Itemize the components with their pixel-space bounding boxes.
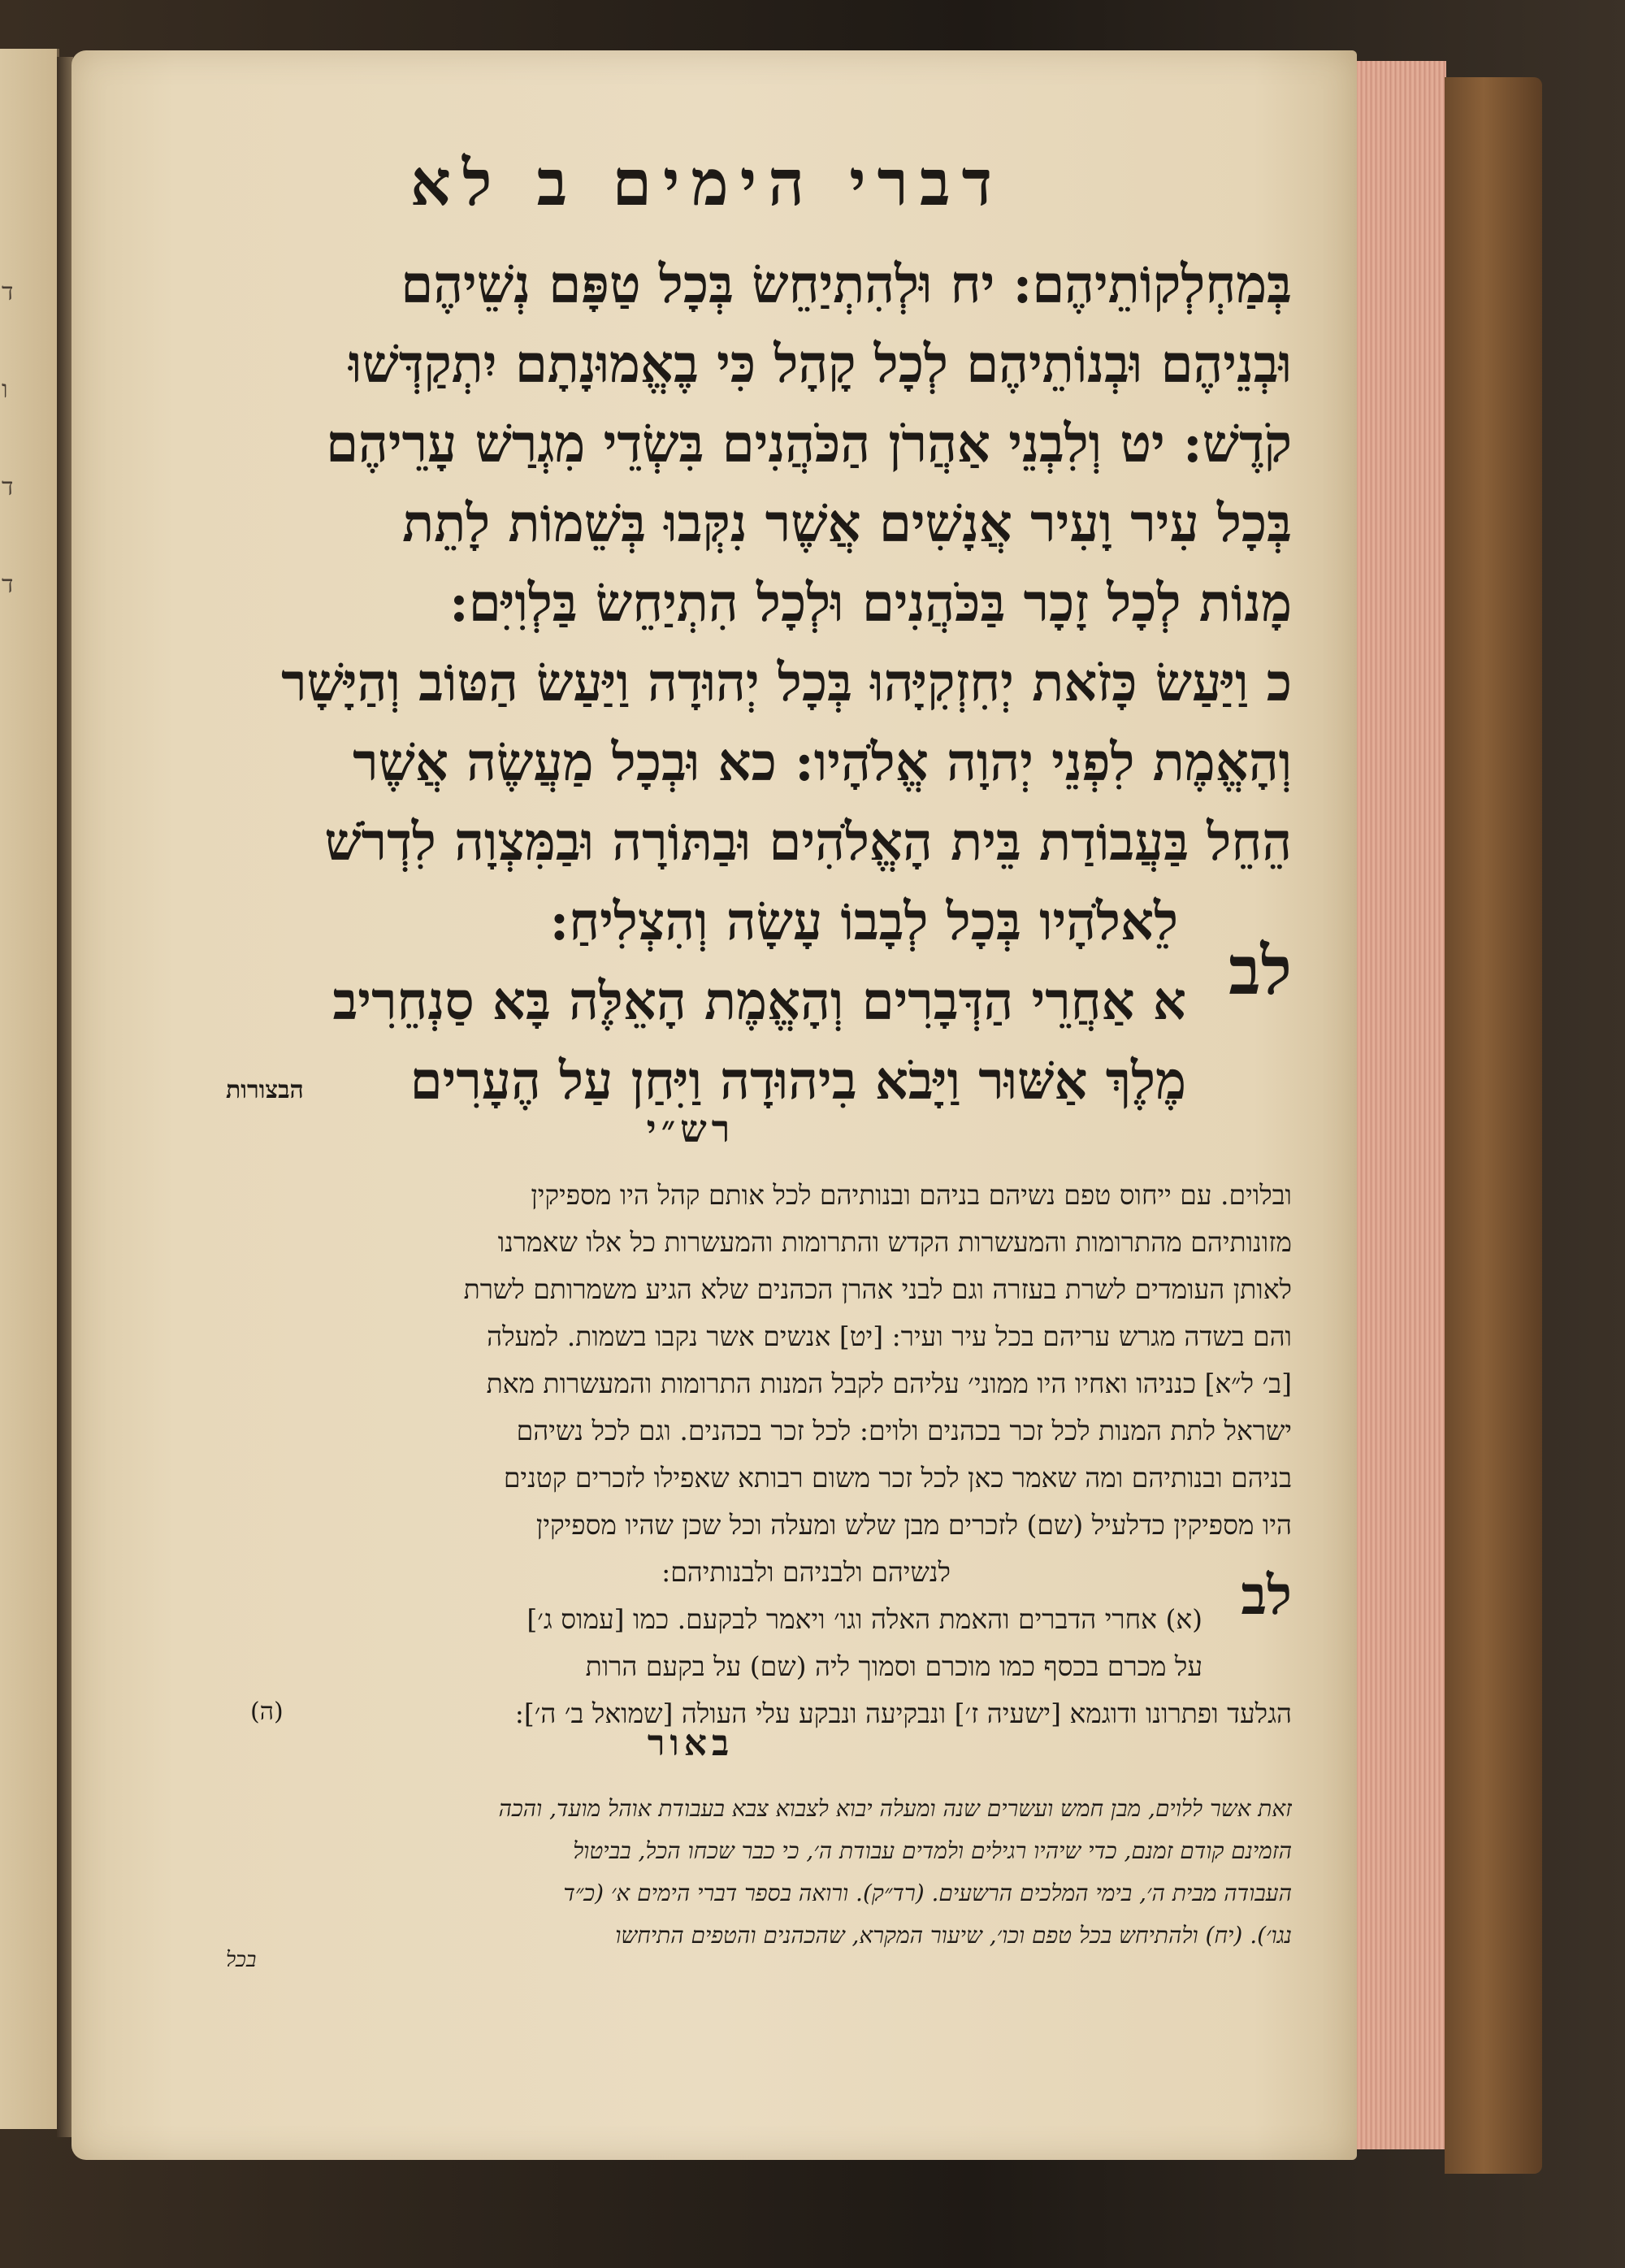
commentary-line: לנשיהם ולבניהם ולבנותיהם: [661, 1556, 951, 1588]
running-head: דברי הימים ב לא [410, 146, 1004, 220]
page-text-area [72, 50, 1357, 2160]
book-gutter [57, 57, 73, 2137]
commentary-line: לאותן העומדים לשרת בעזרה וגם לבני אהרן הכהנים שלא הגיע משמרותם לשרת [463, 1273, 1292, 1305]
book-cover-edge [1445, 77, 1542, 2174]
commentary-line: והם בשדה מגרש עריהם בכל עיר ועיר: [יט] אנשים אשר נקבו בשמות. למעלה [487, 1320, 1292, 1352]
commentary-line: [ב׳ ל״א] כנניהו ואחיו היו ממוני׳ עליהם לקבל המנות התרומות והמעשרות מאת [486, 1368, 1292, 1399]
page-fore-edge [1355, 61, 1446, 2149]
main-text-line: בְּכָל עִיר וָעִיר אֲנָשִׁים אֲשֶׁר נִקְּבוּ בְּשֵׁמוֹת לָתֵת [402, 493, 1292, 554]
commentary-line: בניהם ובנותיהם ומה שאמר כאן לכל זכר משום רבותא שאפילו לזכרים קטנים [503, 1462, 1292, 1494]
commentary-line: היו מספיקין כדלעיל (שם) לזכרים מבן שלש ומעלה וכל שכן שהיו מספיקין [535, 1509, 1292, 1541]
biblical-text [171, 245, 1292, 1121]
main-text-line: א אַחֲרֵי הַדְּבָרִים וְהָאֱמֶת הָאֵלֶּה בָּא סַנְחֵרִיב [332, 971, 1186, 1032]
chapter-number: לב [1228, 932, 1292, 1010]
main-text-line: בְּמַחְלְקוֹתֵיהֶם: יח וּלְהִתְיַחֵשׂ בְּכָל טַפָּם נְשֵׁיהֶם [401, 254, 1292, 315]
biur-line: נגו׳). (יח) ולהתיחש בכל טפם וכו׳, שיעור המקרא, שהכהנים והטפים התיחשו [615, 1922, 1292, 1949]
main-text-line: כ וַיַּעַשׂ כָּזֹאת יְחִזְקִיָּהוּ בְּכָל יְהוּדָה וַיַּעַשׂ הַטּוֹב וְהַיָּשָׁר [281, 653, 1292, 713]
commentary-line: מזונותיהם מהתרומות והמעשרות הקדש והתרומות והמעשרות כל אלו שאמרנו [497, 1226, 1292, 1258]
biur-catchword: בכל [226, 1948, 257, 1972]
commentary-heading: רש״י [646, 1107, 735, 1151]
commentary-line: ישראל לתת המנות לכל זכר בכהנים ולוים: לכל זכר בכהנים. וגם לכל נשיהם [516, 1415, 1292, 1446]
biur-line: הזמינם קודם זמנם, כדי שיהיו רגילים ולמדים עבודת ה׳, כי כבר שכחו הכל, בביטול [573, 1837, 1292, 1864]
main-text-line: וּבְנֵיהֶם וּבְנוֹתֵיהֶם לְכָל קָהָל כִּי בֶאֱמוּנָתָם יִתְקַדְּשׁוּ [349, 334, 1292, 395]
main-text-line: מָנוֹת לְכָל זָכָר בַּכֹּהֲנִים וּלְכָל הִתְיַחֵשׂ בַּלְוִיִּם: [449, 573, 1292, 634]
main-text-line: וְהָאֱמֶת לִפְנֵי יְהוָה אֱלֹהָיו: כא וּבְכָל מַעֲשֶׂה אֲשֶׁר [353, 732, 1292, 793]
signature-mark: (ה) [250, 1698, 284, 1726]
main-text-line: מֶלֶךְ אַשּׁוּר וַיָּבֹא בִיהוּדָה וַיִּחַן עַל הֶעָרִים [410, 1051, 1186, 1112]
main-text-line: לֵאלֹהָיו בְּכָל לְבָבוֹ עָשָׂה וְהִצְלִיחַ: [549, 891, 1178, 952]
commentary-line: ובלוים. עם ייחוס טפם נשיהם בניהם ובנותיהם לכל אותם קהל היו מספיקין [531, 1179, 1292, 1211]
main-text-line: הֵחֵל בַּעֲבוֹדַת בֵּית הָאֱלֹהִים וּבַתּוֹרָה וּבַמִּצְוָה לִדְרֹשׁ [324, 812, 1292, 873]
biur-commentary [162, 1788, 1292, 1957]
main-text-line: קֹדֶשׁ: יט וְלִבְנֵי אַהֲרֹן הַכֹּהֲנִים בִּשְׂדֵי מִגְרַשׁ עָרֵיהֶם [326, 414, 1292, 475]
biur-line: זאת אשר ללוים, מבן חמש ועשרים שנה ומעלה יבוא לצבוא צבא בעבודת אוהל מועד, והכה [498, 1795, 1292, 1822]
previous-page-margin-letters: ד ו ד ד [2, 278, 14, 599]
commentary-line: (א) אחרי הדברים והאמת האלה וגו׳ ויאמר לבקעם. כמו [עמוס ג׳] [526, 1603, 1202, 1635]
biur-heading: באור [647, 1723, 734, 1764]
biur-line: העבודה מבית ה׳, בימי המלכים הרשעים. (רד״ק). ורואה בספר דברי הימים א׳ (כ״ד [563, 1880, 1292, 1906]
commentary-line: הגלעד ופתרונו ודוגמא [ישעיה ז׳] ונבקיעה ונבקע עלי העולה [שמואל ב׳ ה׳]: [514, 1698, 1292, 1729]
rashi-commentary [162, 1172, 1292, 1737]
catchword: הבצורות [226, 1076, 304, 1104]
commentary-line: על מכרם בכסף כמו מוכרם וסמוך ליה (שם) על בקעם הרות [585, 1650, 1202, 1682]
commentary-chapter-number: לב [1241, 1563, 1292, 1627]
